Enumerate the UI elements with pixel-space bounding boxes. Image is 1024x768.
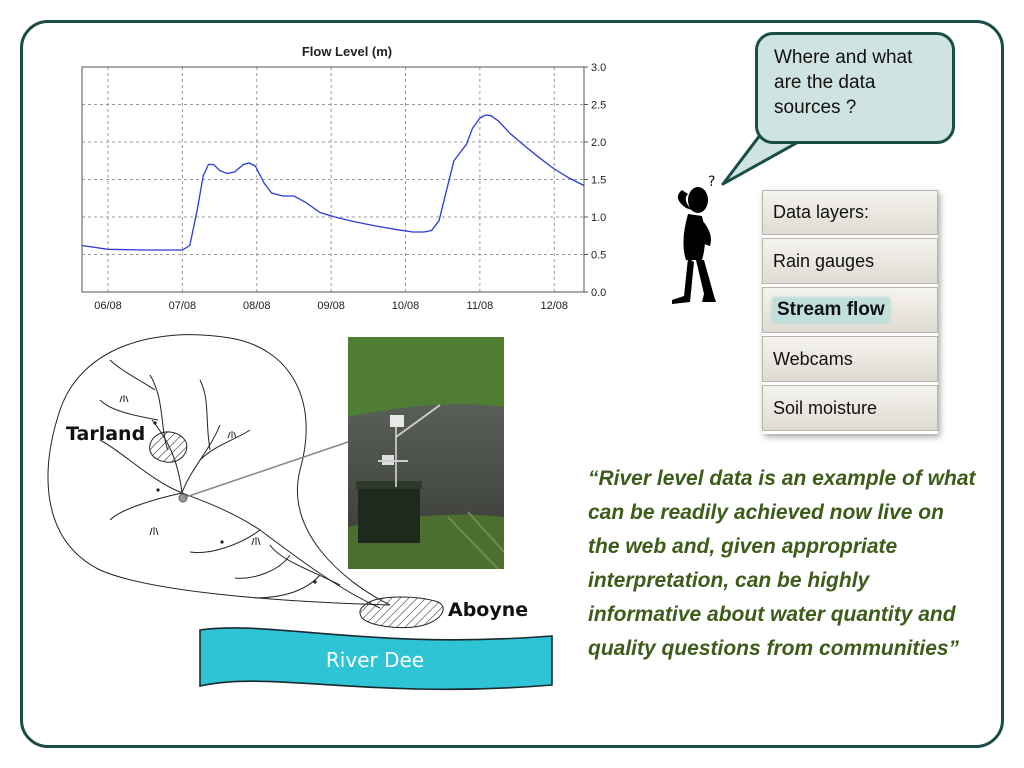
aboyne-area bbox=[360, 597, 443, 628]
x-tick-label: 08/08 bbox=[243, 300, 271, 312]
layer-soil-moisture[interactable] bbox=[762, 385, 938, 431]
y-tick-label: 0.0 bbox=[591, 287, 607, 299]
layer-stream-flow-label: Stream flow bbox=[773, 298, 889, 322]
tarland-area bbox=[150, 432, 187, 462]
x-tick-label: 10/08 bbox=[391, 300, 420, 312]
layer-webcams[interactable] bbox=[762, 336, 938, 382]
vegetation-marks bbox=[120, 395, 260, 545]
layer-rain-gauges-label: Rain gauges bbox=[773, 250, 875, 271]
y-tick-label: 3.0 bbox=[591, 62, 607, 74]
svg-text:?: ? bbox=[708, 174, 716, 190]
photo-connector-line bbox=[183, 442, 348, 498]
flow-level-chart bbox=[62, 40, 622, 320]
x-tick-label: 12/08 bbox=[540, 300, 569, 312]
river-dee-label: River Dee bbox=[325, 648, 425, 672]
thinking-person-figure bbox=[662, 172, 724, 306]
y-tick-label: 2.0 bbox=[591, 137, 607, 149]
data-layers-title bbox=[762, 190, 938, 235]
y-tick-label: 2.5 bbox=[591, 99, 607, 112]
data-layers-title-text: Data layers: bbox=[773, 202, 870, 222]
quote-text: “River level data is an example of what can be readily achieved now live on the web and, given appropriate interpretation, can be highly informative about water quantity and quality questions from communities” bbox=[588, 467, 976, 660]
chart-title: Flow Level (m) bbox=[301, 44, 393, 59]
layer-stream-flow[interactable] bbox=[762, 287, 938, 333]
gauge-station-photo bbox=[348, 337, 504, 569]
speech-bubble bbox=[755, 32, 955, 144]
data-layers-panel bbox=[762, 190, 938, 434]
aboyne-label: Aboyne bbox=[448, 599, 529, 621]
chart-ticks bbox=[94, 62, 606, 312]
x-tick-label: 09/08 bbox=[317, 300, 345, 312]
tarland-label: Tarland bbox=[66, 423, 146, 445]
catchment-boundary bbox=[48, 335, 390, 605]
layer-webcams-label: Webcams bbox=[773, 348, 853, 369]
stream-network bbox=[100, 360, 380, 608]
x-tick-label: 06/08 bbox=[94, 300, 122, 312]
y-tick-label: 1.0 bbox=[591, 212, 607, 224]
flow-level-series bbox=[82, 115, 584, 250]
x-tick-label: 07/08 bbox=[168, 300, 197, 312]
y-tick-label: 1.5 bbox=[591, 174, 607, 187]
chart-grid bbox=[82, 67, 584, 292]
x-tick-label: 11/08 bbox=[466, 300, 494, 312]
y-tick-label: 0.5 bbox=[591, 249, 607, 262]
speech-bubble-text: Where and what are the data sources ? bbox=[774, 47, 913, 118]
layer-soil-moisture-label: Soil moisture bbox=[773, 397, 878, 418]
layer-rain-gauges[interactable] bbox=[762, 238, 938, 284]
